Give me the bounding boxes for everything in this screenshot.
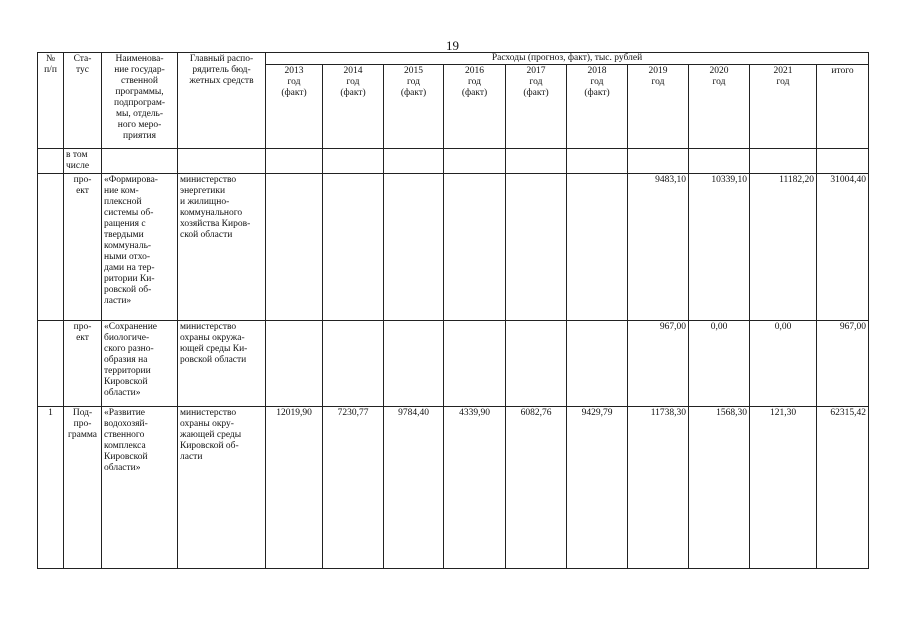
- cell-value: [323, 174, 384, 321]
- cell-value: [266, 321, 323, 407]
- cell-value: [444, 321, 506, 407]
- row-executor: министерство охраны окру- жающей среды Кировской об- ласти: [178, 407, 266, 569]
- cell-value: 4339,90: [444, 407, 506, 569]
- cell-value: 967,00: [817, 321, 869, 407]
- cell-value: [384, 174, 444, 321]
- table-row: [38, 321, 869, 407]
- cell-value: [506, 174, 567, 321]
- header-expenses: Расходы (прогноз, факт), тыс. рублей: [266, 53, 869, 65]
- row-num: [38, 321, 64, 407]
- cell-value: 9429,79: [567, 407, 628, 569]
- row-name: «Сохранение биологиче- ского разно- образия на территории Кировской области»: [102, 321, 178, 407]
- row-name: «Формирова- ние ком- плексной системы об- ращения с твердыми коммуналь- ными отхо- дами на тер- ритории Ки- ровской об- ласти»: [102, 174, 178, 321]
- expenses-table: [37, 52, 869, 569]
- cell-value: [567, 321, 628, 407]
- cell-value: 0,00: [750, 321, 817, 407]
- table-row: [38, 407, 869, 569]
- cell-value: 10339,10: [689, 174, 750, 321]
- cell-value: 0,00: [689, 321, 750, 407]
- table-row: [38, 174, 869, 321]
- row-name: «Развитие водохозяй- ственного комплекса Кировской области»: [102, 407, 178, 569]
- header-year: 2015 год (факт): [384, 65, 444, 149]
- cell-value: 7230,77: [323, 407, 384, 569]
- cell-value: 12019,90: [266, 407, 323, 569]
- cell-value: 9784,40: [384, 407, 444, 569]
- row-name: [102, 149, 178, 174]
- header-year: 2019 год: [628, 65, 689, 149]
- header-num: № п/п: [38, 53, 64, 149]
- cell-value: 967,00: [628, 321, 689, 407]
- row-status: про- ект: [64, 174, 102, 321]
- cell-value: 62315,42: [817, 407, 869, 569]
- cell-value: [506, 321, 567, 407]
- cell-value: 31004,40: [817, 174, 869, 321]
- header-year: 2017 год (факт): [506, 65, 567, 149]
- header-year: 2020 год: [689, 65, 750, 149]
- row-num: [38, 149, 64, 174]
- cell-value: 9483,10: [628, 174, 689, 321]
- cell-value: 11182,20: [750, 174, 817, 321]
- header-year: 2018 год (факт): [567, 65, 628, 149]
- cell-value: 6082,76: [506, 407, 567, 569]
- header-name: Наименова- ние государ- ственной программы, подпрограм- мы, отдель- ного меро- приятия: [102, 53, 178, 149]
- header-status: Ста- тус: [64, 53, 102, 149]
- row-num: 1: [38, 407, 64, 569]
- header-executor: Главный распо- рядитель бюд- жетных средств: [178, 53, 266, 149]
- cell-value: [444, 174, 506, 321]
- table-row: [38, 149, 869, 174]
- header-total: итого: [817, 65, 869, 149]
- header-year: 2021 год: [750, 65, 817, 149]
- row-executor: министерство охраны окружа- ющей среды Ки- ровской области: [178, 321, 266, 407]
- row-status: Под- про- грамма: [64, 407, 102, 569]
- header-year: 2016 год (факт): [444, 65, 506, 149]
- cell-value: [567, 174, 628, 321]
- cell-value: [266, 174, 323, 321]
- cell-value: [323, 321, 384, 407]
- header-year: 2013 год (факт): [266, 65, 323, 149]
- cell-value: 11738,30: [628, 407, 689, 569]
- row-status: про- ект: [64, 321, 102, 407]
- cell-value: [384, 321, 444, 407]
- page-number: 19: [446, 38, 459, 53]
- row-num: [38, 174, 64, 321]
- row-executor: [178, 149, 266, 174]
- row-status: в том числе: [64, 149, 102, 174]
- row-executor: министерство энергетики и жилищно- коммунального хозяйства Киров- ской области: [178, 174, 266, 321]
- cell-value: 1568,30: [689, 407, 750, 569]
- header-year: 2014 год (факт): [323, 65, 384, 149]
- cell-value: 121,30: [750, 407, 817, 569]
